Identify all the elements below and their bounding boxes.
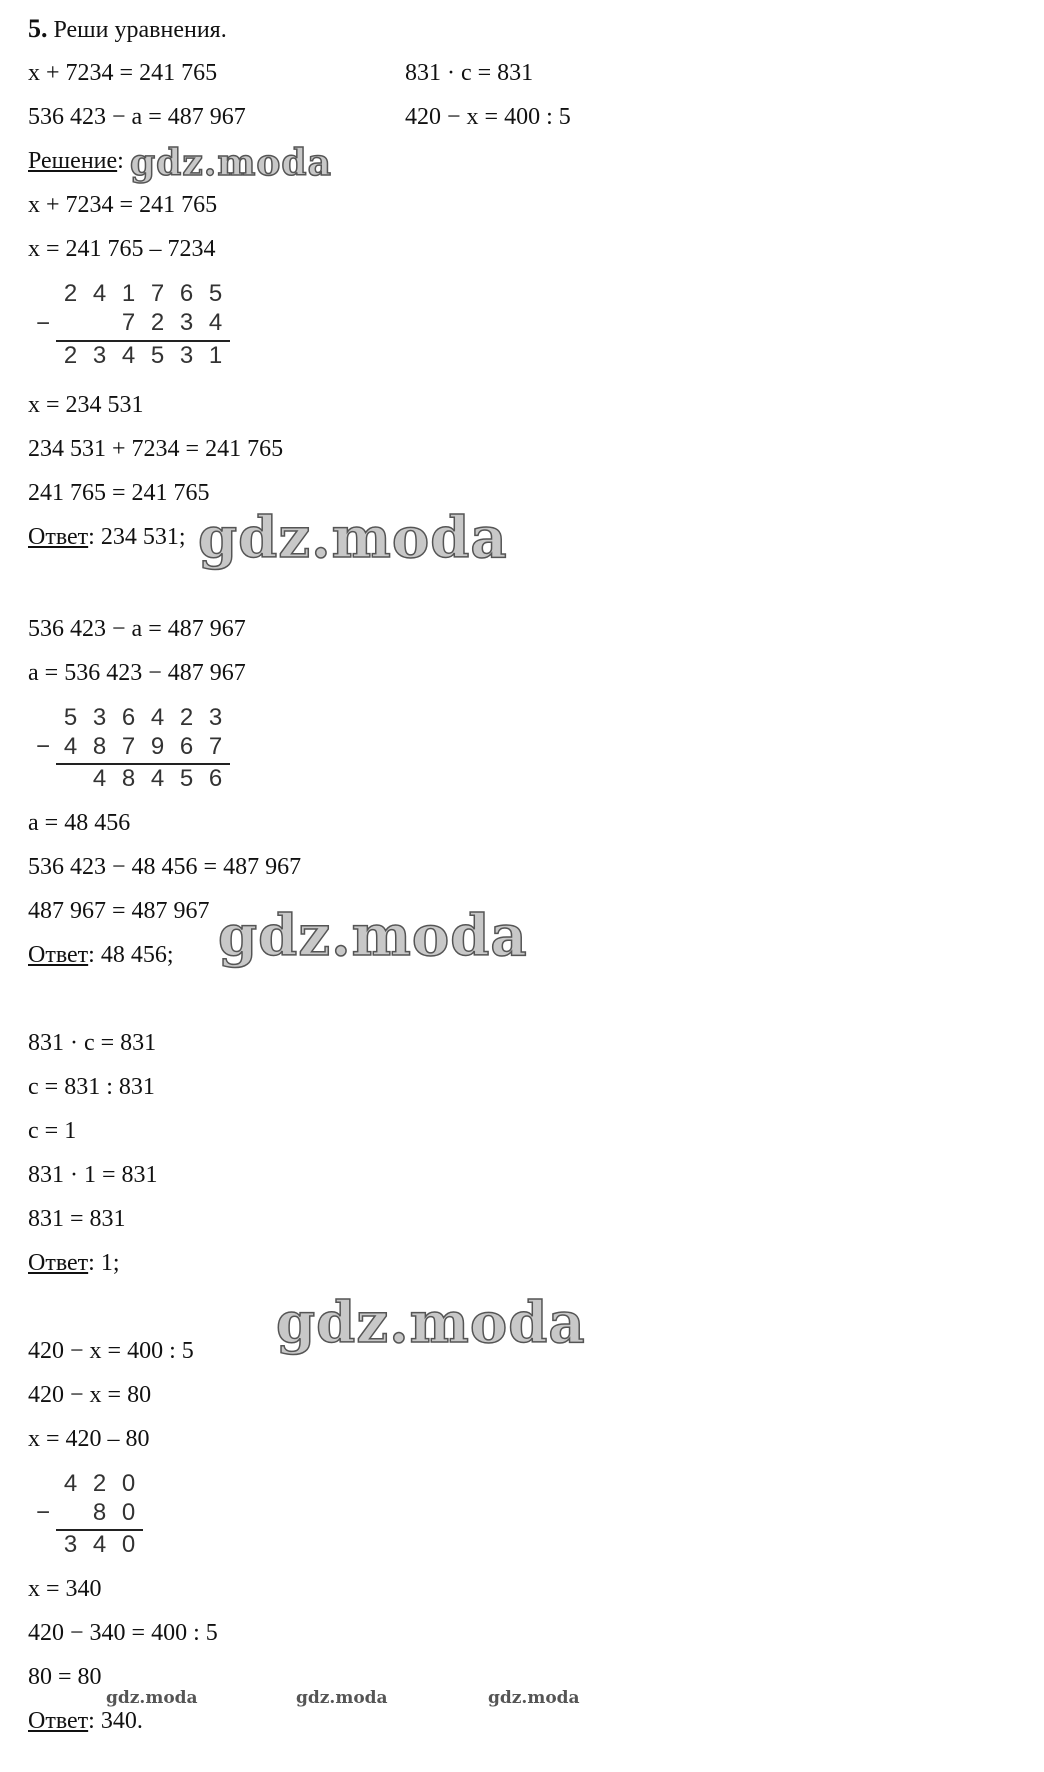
watermark: gdz.moda <box>130 142 332 184</box>
eq4-line-4: x = 340 <box>28 1576 102 1602</box>
eq4-answer <box>28 1706 143 1736</box>
digit: 7 <box>121 733 136 760</box>
digit: 0 <box>121 1470 136 1497</box>
calc-row-subtrahend <box>56 733 230 761</box>
digit: 0 <box>121 1531 136 1558</box>
calc-row-subtrahend <box>56 309 230 337</box>
digit: 1 <box>208 342 223 369</box>
digit: 9 <box>150 733 165 760</box>
watermark: gdz.moda <box>296 1688 388 1708</box>
watermark: gdz.moda <box>198 505 508 571</box>
eq3-line-1: 831 · c = 831 <box>28 1030 157 1056</box>
digit: 1 <box>121 280 136 307</box>
calc-row-subtrahend <box>56 1499 143 1527</box>
digit: 3 <box>92 704 107 731</box>
eq4-line-6: 80 = 80 <box>28 1664 102 1690</box>
answer-value: : 48 456; <box>88 942 174 968</box>
digit: 6 <box>208 765 223 792</box>
eq1-answer <box>28 522 186 552</box>
digit: 3 <box>208 704 223 731</box>
task-equation-2: 831 · c = 831 <box>405 60 534 86</box>
digit: 5 <box>208 280 223 307</box>
task-equation-1: x + 7234 = 241 765 <box>28 60 218 86</box>
answer-value: : 234 531; <box>88 524 186 550</box>
digit <box>56 1499 85 1527</box>
calc-row-minuend <box>56 280 230 308</box>
minus-sign: − <box>36 1499 51 1526</box>
digit: 3 <box>179 342 194 369</box>
solution-heading <box>28 146 124 176</box>
eq2-line-5: 487 967 = 487 967 <box>28 898 210 924</box>
watermark: gdz.moda <box>218 903 528 969</box>
eq3-line-2: c = 831 : 831 <box>28 1074 155 1100</box>
answer-label: Ответ <box>28 524 89 550</box>
task-equation-3: 536 423 − a = 487 967 <box>28 104 246 130</box>
digit: 0 <box>121 1499 136 1526</box>
digit: 7 <box>121 309 136 336</box>
minus-sign: − <box>36 310 51 337</box>
task-equation-4: 420 − x = 400 : 5 <box>405 104 571 130</box>
eq1-line-3: x = 234 531 <box>28 392 144 418</box>
digit: 7 <box>150 280 165 307</box>
eq4-line-5: 420 − 340 = 400 : 5 <box>28 1620 218 1646</box>
answer-value: : 340. <box>88 1708 143 1734</box>
eq3-line-4: 831 · 1 = 831 <box>28 1162 158 1188</box>
digit: 2 <box>150 309 165 336</box>
digit: 2 <box>92 1470 107 1497</box>
calc-row-minuend <box>56 704 230 732</box>
digit: 4 <box>92 1531 107 1558</box>
task-title: Реши уравнения. <box>53 17 227 43</box>
digit: 4 <box>63 1470 78 1497</box>
answer-value: : 1; <box>88 1250 120 1276</box>
digit: 8 <box>92 733 107 760</box>
solution-colon: : <box>117 148 124 174</box>
digit <box>85 309 114 337</box>
minus-sign: − <box>36 733 51 760</box>
watermark: gdz.moda <box>106 1688 198 1708</box>
task-number: 5. <box>28 14 48 43</box>
calc-row-result <box>56 1531 143 1559</box>
watermark: gdz.moda <box>488 1688 580 1708</box>
digit: 6 <box>179 280 194 307</box>
eq3-line-3: c = 1 <box>28 1118 77 1144</box>
digit: 4 <box>208 309 223 336</box>
digit: 2 <box>63 280 78 307</box>
eq1-line-4: 234 531 + 7234 = 241 765 <box>28 436 284 462</box>
digit: 4 <box>150 704 165 731</box>
solution-label: Решение <box>28 148 118 174</box>
answer-label: Ответ <box>28 1708 89 1734</box>
eq1-line-5: 241 765 = 241 765 <box>28 480 210 506</box>
eq2-line-2: a = 536 423 − 487 967 <box>28 660 246 686</box>
digit: 3 <box>92 342 107 369</box>
digit: 8 <box>92 1499 107 1526</box>
digit <box>56 765 85 793</box>
digit: 5 <box>150 342 165 369</box>
digit: 2 <box>179 704 194 731</box>
digit: 7 <box>208 733 223 760</box>
digit: 4 <box>121 342 136 369</box>
digit: 8 <box>121 765 136 792</box>
task-header <box>28 14 227 45</box>
eq3-line-5: 831 = 831 <box>28 1206 126 1232</box>
digit: 5 <box>63 704 78 731</box>
eq1-line-2: x = 241 765 – 7234 <box>28 236 216 262</box>
digit: 3 <box>63 1531 78 1558</box>
digit: 6 <box>179 733 194 760</box>
eq4-line-2: 420 − x = 80 <box>28 1382 152 1408</box>
eq3-answer <box>28 1248 120 1278</box>
digit: 6 <box>121 704 136 731</box>
eq4-line-1: 420 − x = 400 : 5 <box>28 1338 194 1364</box>
calc-row-result <box>56 342 230 370</box>
digit: 3 <box>179 309 194 336</box>
digit: 4 <box>63 733 78 760</box>
eq2-answer <box>28 940 174 970</box>
digit: 5 <box>179 765 194 792</box>
digit: 4 <box>92 765 107 792</box>
eq4-line-3: x = 420 – 80 <box>28 1426 150 1452</box>
answer-label: Ответ <box>28 942 89 968</box>
digit: 4 <box>92 280 107 307</box>
answer-label: Ответ <box>28 1250 89 1276</box>
digit: 2 <box>63 342 78 369</box>
digit: 4 <box>150 765 165 792</box>
eq2-line-1: 536 423 − a = 487 967 <box>28 616 246 642</box>
calc-row-minuend <box>56 1470 143 1498</box>
calc-row-result <box>56 765 230 793</box>
eq2-line-4: 536 423 − 48 456 = 487 967 <box>28 854 302 880</box>
eq1-line-1: x + 7234 = 241 765 <box>28 192 218 218</box>
eq2-line-3: a = 48 456 <box>28 810 131 836</box>
watermark: gdz.moda <box>276 1290 586 1356</box>
digit <box>56 309 85 337</box>
